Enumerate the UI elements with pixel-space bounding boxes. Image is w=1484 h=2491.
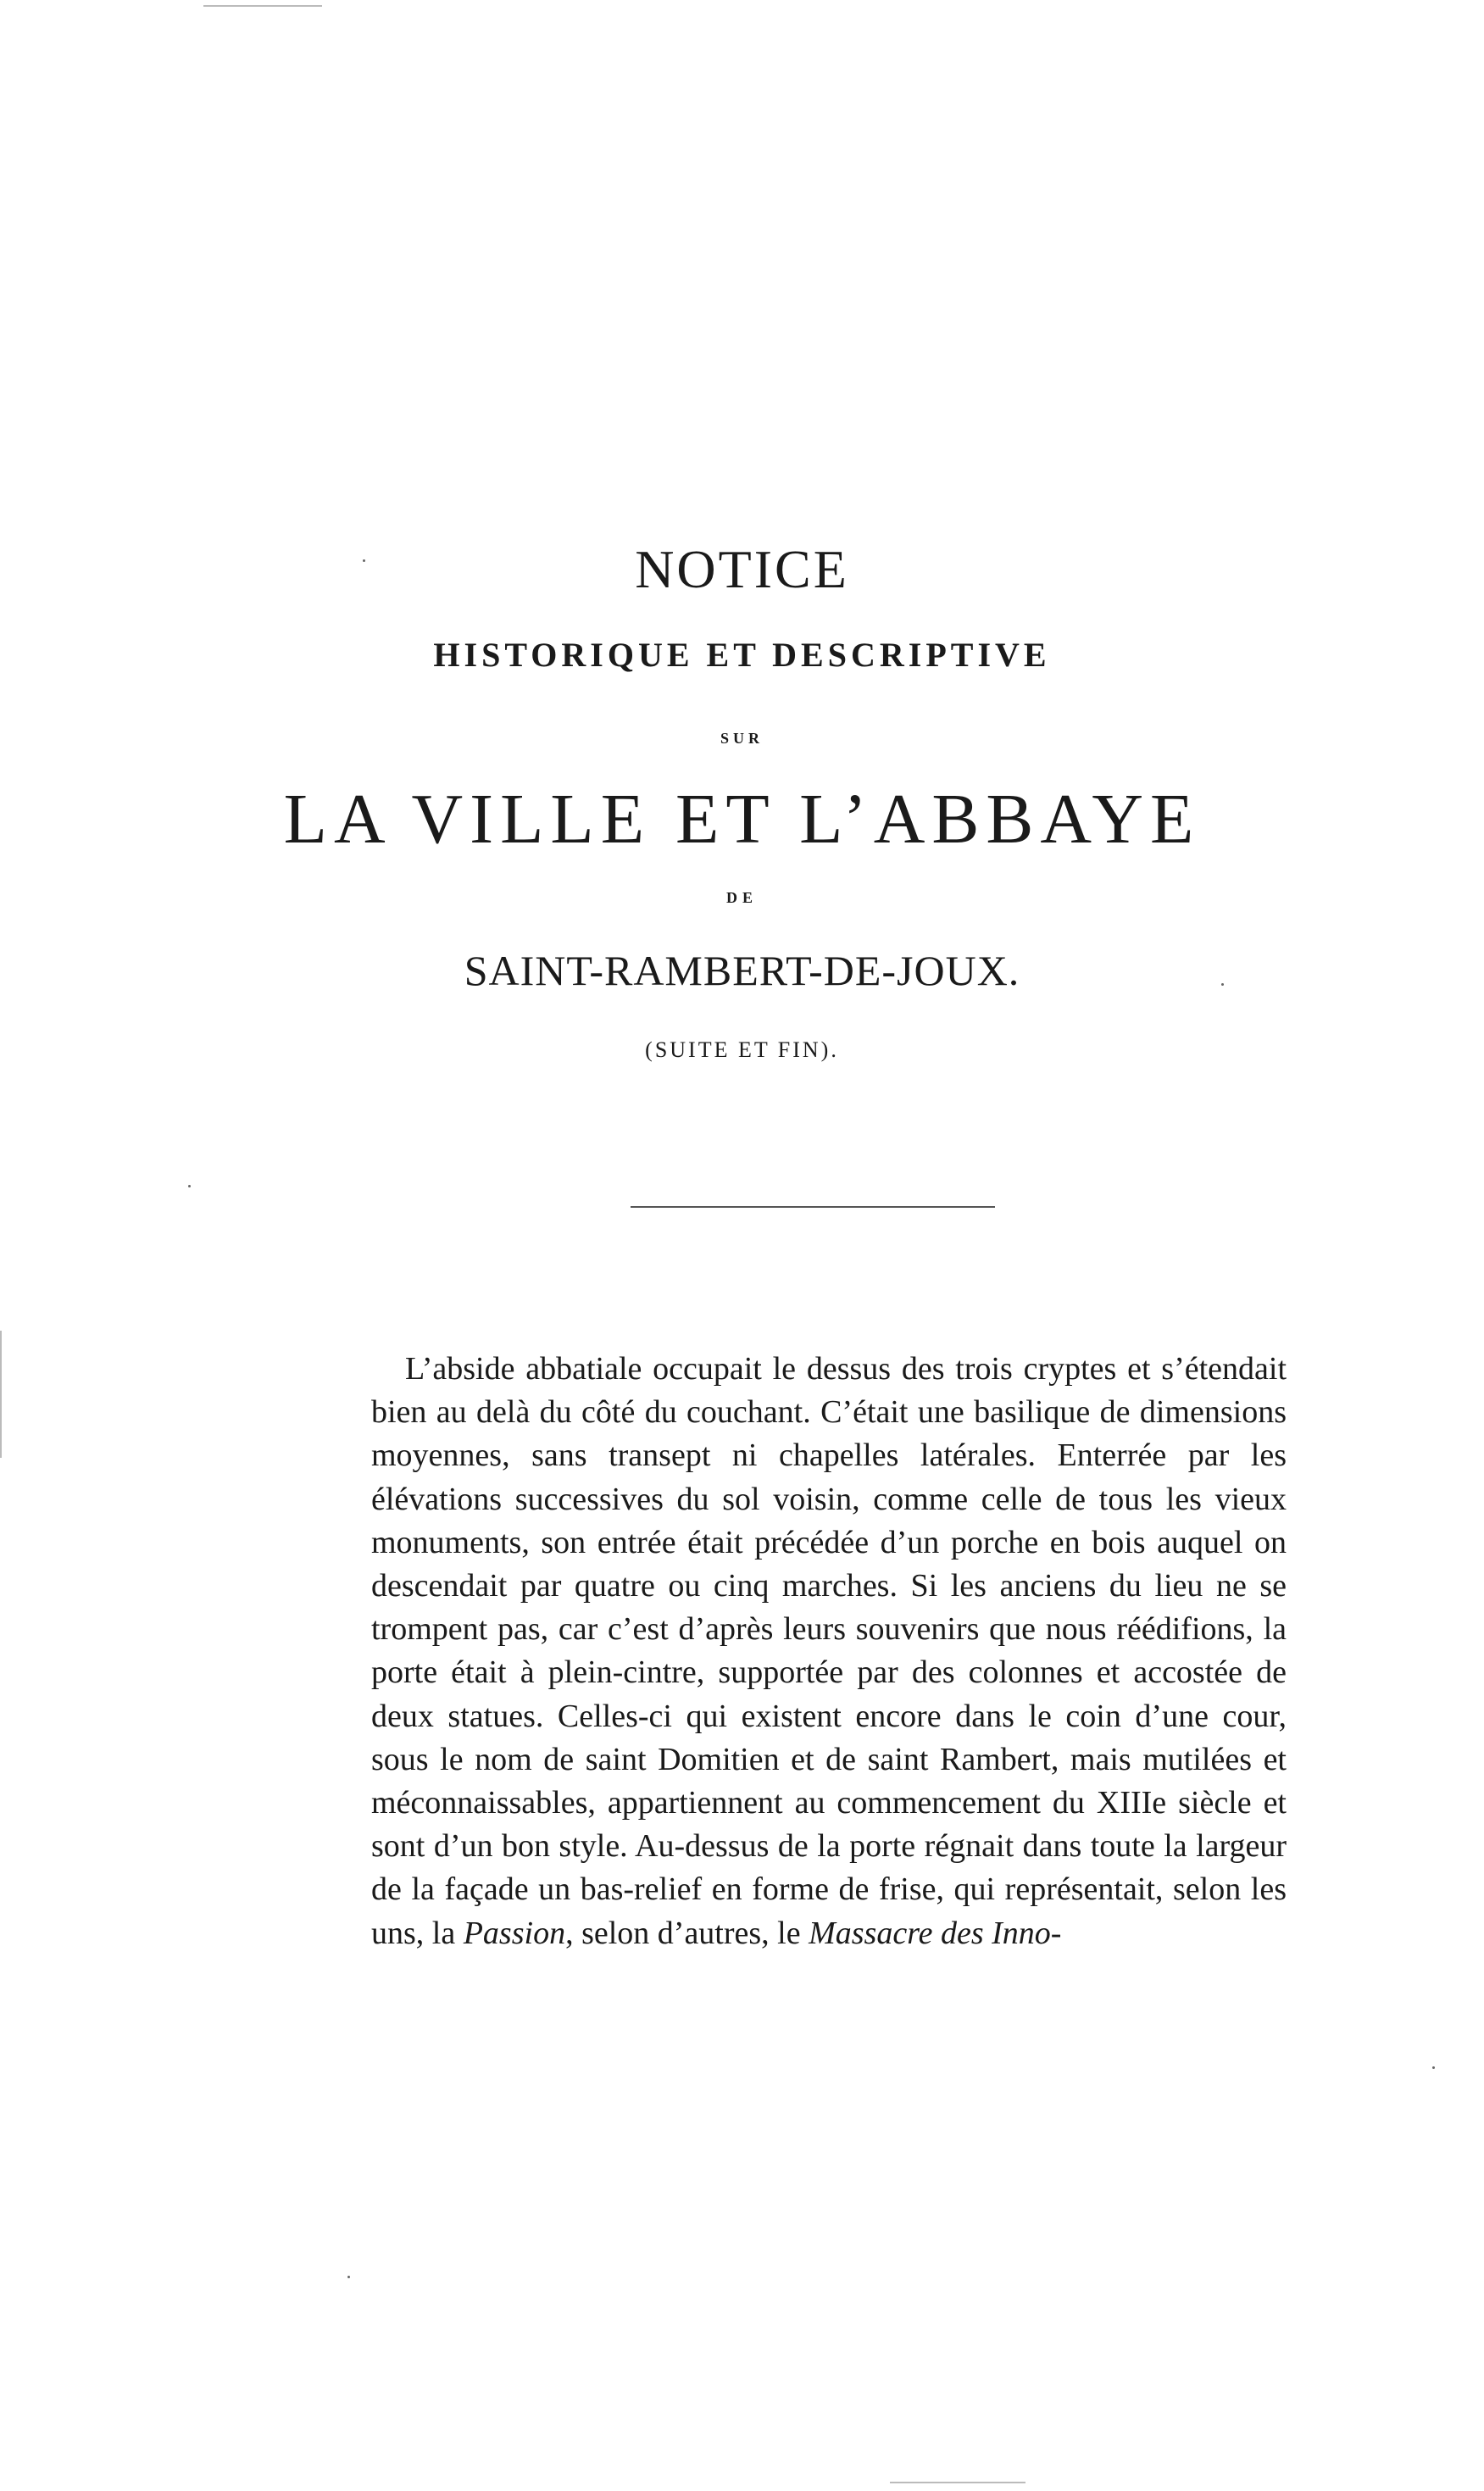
body-paragraph bbox=[371, 1348, 1287, 1955]
heading-place-name: SAINT-RAMBERT-DE-JOUX. bbox=[464, 947, 1020, 994]
scan-speck bbox=[1432, 2066, 1435, 2069]
scan-speck bbox=[1221, 983, 1224, 986]
body-text-part-2: , selon d’autres, le bbox=[565, 1915, 801, 1951]
heading-sur: SUR bbox=[720, 730, 764, 747]
heading-main-title: LA VILLE ET L’ABBAYE bbox=[283, 780, 1201, 859]
heading-subtitle: HISTORIQUE ET DESCRIPTIVE bbox=[433, 636, 1051, 674]
scan-edge-mark-left bbox=[0, 1331, 2, 1458]
scan-edge-mark-bottom bbox=[890, 2482, 1025, 2483]
scan-edge-mark-top bbox=[203, 5, 322, 7]
italic-passion: Passion bbox=[463, 1915, 566, 1951]
scan-speck bbox=[188, 1185, 191, 1187]
italic-massacre: Massacre des Inno- bbox=[809, 1915, 1062, 1951]
body-text-part-1: L’abside abbatiale occupait le dessus des trois cryptes et s’étendait bien au delà du côté du couchant. C’était une basilique de dimensions moyennes, sans transept ni chapelles latérales. Enterrée par les élévations successives du sol voisin, comme celle de tous les vieux monuments, son entrée était précédée d’un porche en bois auquel on descendait par quatre ou cinq marches. Si les anciens du lieu ne se trompent pas, car c’est d’après leurs souvenirs que nous réédifions, la porte était à plein-cintre, supportée par des colonnes et accostée de deux statues. Celles-ci qui existent encore dans le coin d’une cour, sous le nom de saint Domitien et de saint Rambert, mais mutilées et méconnaissables, appartiennent au commencement du XIIIe siècle et sont d’un bon style. Au-dessus de la porte régnait dans toute la largeur de la façade un bas-relief en forme de frise, qui représentait, selon les uns, la bbox=[371, 1351, 1287, 1951]
heading-notice: NOTICE bbox=[635, 539, 849, 599]
section-divider bbox=[631, 1206, 995, 1208]
heading-suite-et-fin: (SUITE ET FIN). bbox=[645, 1037, 839, 1062]
scan-speck bbox=[347, 2276, 350, 2278]
scan-speck bbox=[363, 559, 365, 562]
heading-de: DE bbox=[725, 889, 758, 906]
